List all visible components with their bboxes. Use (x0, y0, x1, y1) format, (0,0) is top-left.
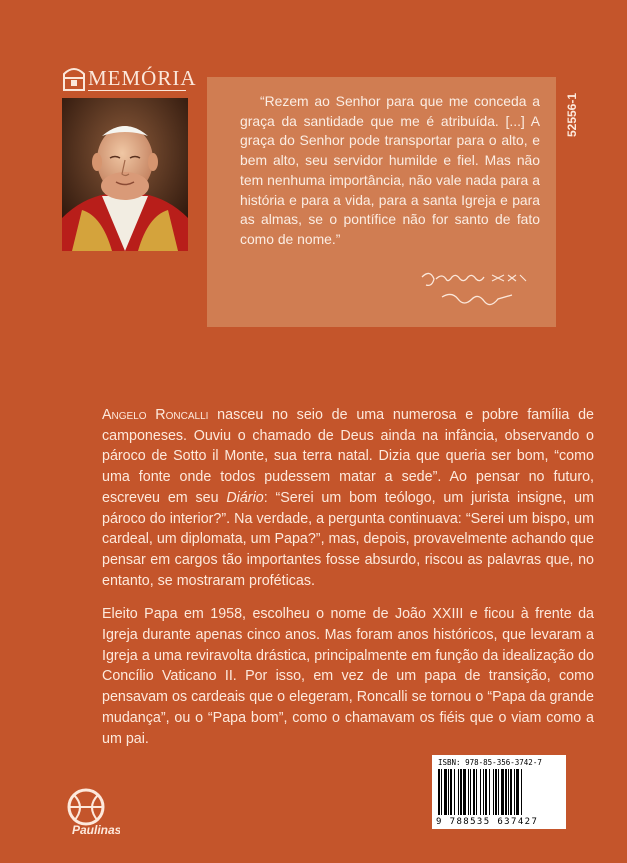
barcode (432, 755, 566, 829)
quote-text (240, 92, 540, 250)
publisher-name: Paulinas (72, 823, 120, 837)
series-logo (62, 62, 197, 96)
signature-image (412, 265, 532, 315)
synopsis-paragraph-2: Eleito Papa em 1958, escolheu o nome de João XXIII e ficou à frente da Igreja durante apenas cinco anos. Mas foram anos históricos, que levaram a Igreja a uma reviravolta drástica, principalmente em função da idealização do Concílio Vaticano II. Por isso, em vez de um papa de transição, como pensavam os cardeais que o elegeram, Roncalli se tornou o “Papa da grande mudança”, ou o “Papa bom”, como o chamavam os fiéis que o viam como a um pai. (102, 606, 594, 747)
isbn-label: ISBN: 978-85-356-3742-7 (438, 758, 542, 767)
paulinas-logo-mark (60, 785, 120, 840)
synopsis (102, 405, 594, 762)
treasure-chest-icon (62, 64, 86, 92)
synopsis-paragraph-1 (102, 405, 594, 591)
series-rule (88, 90, 186, 91)
synopsis-p1-part1: nasceu no seio de uma numerosa e pobre família de camponeses. Ouviu o chamado de Deus ainda na infância, observando o pároco de Sotto il Monte, sua terra natal. Dizia que queria ser bom, “como uma fonte onde todos pudessem matar a sede”. Ao pensar no futuro, escreveu em seu (102, 407, 594, 506)
series-name: MEMÓRIA (88, 66, 197, 90)
pope-portrait (62, 98, 188, 251)
synopsis-p1-part2: : “Serei um bom teólogo, um jurista insigne, um pároco do interior?”. Na verdade, a pergunta continuava: “Serei um bispo, um cardeal, um diplomata, um Papa?”, mas, depois, provavelmente achando que pensar em cargos tão importantes fosse absurdo, riscou as palavras que, no entanto, se mostraram proféticas. (102, 489, 594, 589)
diario-title: Diário (226, 489, 264, 506)
catalog-code (566, 80, 578, 150)
barcode-number: 9 788535 637427 (436, 817, 539, 827)
subject-name: Angelo Roncalli (102, 407, 209, 423)
publisher-logo (60, 785, 120, 840)
quote-box (207, 77, 556, 327)
barcode-bars (438, 769, 560, 817)
quote-content: “Rezem ao Senhor para que me conceda a graça da santidade que me é atribuída. [...] A graça do Senhor pode transportar para o alto, e bem alto, seu servidor humilde e fiel. Mas não tem nenhuma importância, não vale nada para a história e para a vida, para a santa Igreja e para as almas, se o pontífice não for santo de fato como de nome.” (240, 93, 540, 247)
catalog-code-text: 52556-1 (565, 92, 579, 138)
